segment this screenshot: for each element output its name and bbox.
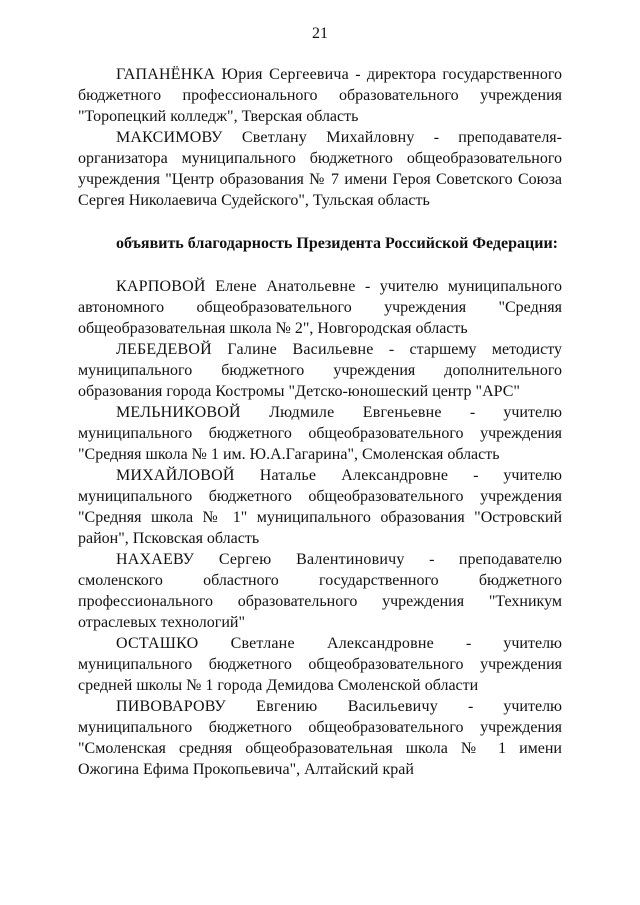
section-heading: объявить благодарность Президента Российской Федерации: [116,235,558,252]
entry-name: МАКСИМОВУ Светлану Михайловну [116,129,415,146]
page-number: 21 [312,25,328,42]
entry-name: НАХАЕВУ Сергею Валентиновичу [116,551,405,568]
entry-name: ОСТАШКО Светлане Александровне [116,635,434,652]
entry-text: - старшему методисту муниципального бюджетного учреждения дополнительного образования города Костромы "Детско-юношеский центр "АРС" [78,341,562,400]
entry-name: ЛЕБЕДЕВОЙ Галине Васильевне [116,341,374,358]
entry-paragraph [78,465,562,549]
entry-name: МЕЛЬНИКОВОЙ Людмиле Евгеньевне [116,404,442,421]
entry-paragraph [78,633,562,696]
entry-paragraph [78,696,562,780]
entry-text: - учителю муниципального автономного общеобразовательного учреждения "Средняя общеобразовательная школа № 2", Новгородская область [78,278,563,337]
entry-text: - учителю муниципального бюджетного общеобразовательного учреждения "Смоленская средняя общеобразовательная школа № 1 имени Ожогина Ефима Прокопьевича", Алтайский край [78,698,562,778]
entry-text: - учителю муниципального бюджетного общеобразовательного учреждения "Средняя школа № 1" муниципального образования "Островский район", Псковская область [78,467,562,547]
entry-name: ГАПАНЁНКА Юрия Сергеевича [116,66,349,83]
entries-after-list [78,276,562,780]
entry-text: - директора государственного бюджетного профессионального образовательного учреждения "Торопецкий колледж", Тверская область [78,66,563,125]
entry-paragraph [78,402,562,465]
entry-paragraph [78,127,562,211]
entry-paragraph [78,549,562,633]
entry-text: - преподавателю смоленского областного государственного бюджетного профессионального образовательного учреждения "Техникум отраслевых технологий" [78,551,562,631]
entry-paragraph [78,276,562,339]
entry-paragraph [78,64,562,127]
entry-name: МИХАЙЛОВОЙ Наталье Александровне [116,467,449,484]
entry-text: - учителю муниципального бюджетного общеобразовательного учреждения "Средняя школа № 1 им. Ю.А.Гагарина", Смоленская область [78,404,562,463]
entries-before-list [78,64,562,211]
document-page [78,24,562,780]
entry-text: - учителю муниципального бюджетного общеобразовательного учреждения средней школы № 1 города Демидова Смоленской области [78,635,562,694]
entry-name: КАРПОВОЙ Елене Анатольевне [116,278,356,295]
entry-text: - преподавателя-организатора муниципального бюджетного общеобразовательного учреждения "Центр образования № 7 имени Героя Советского Союза Сергея Николаевича Судейского", Тульская область [78,129,562,209]
entry-paragraph [78,339,562,402]
entry-name: ПИВОВАРОВУ Евгению Васильевичу [116,698,438,715]
